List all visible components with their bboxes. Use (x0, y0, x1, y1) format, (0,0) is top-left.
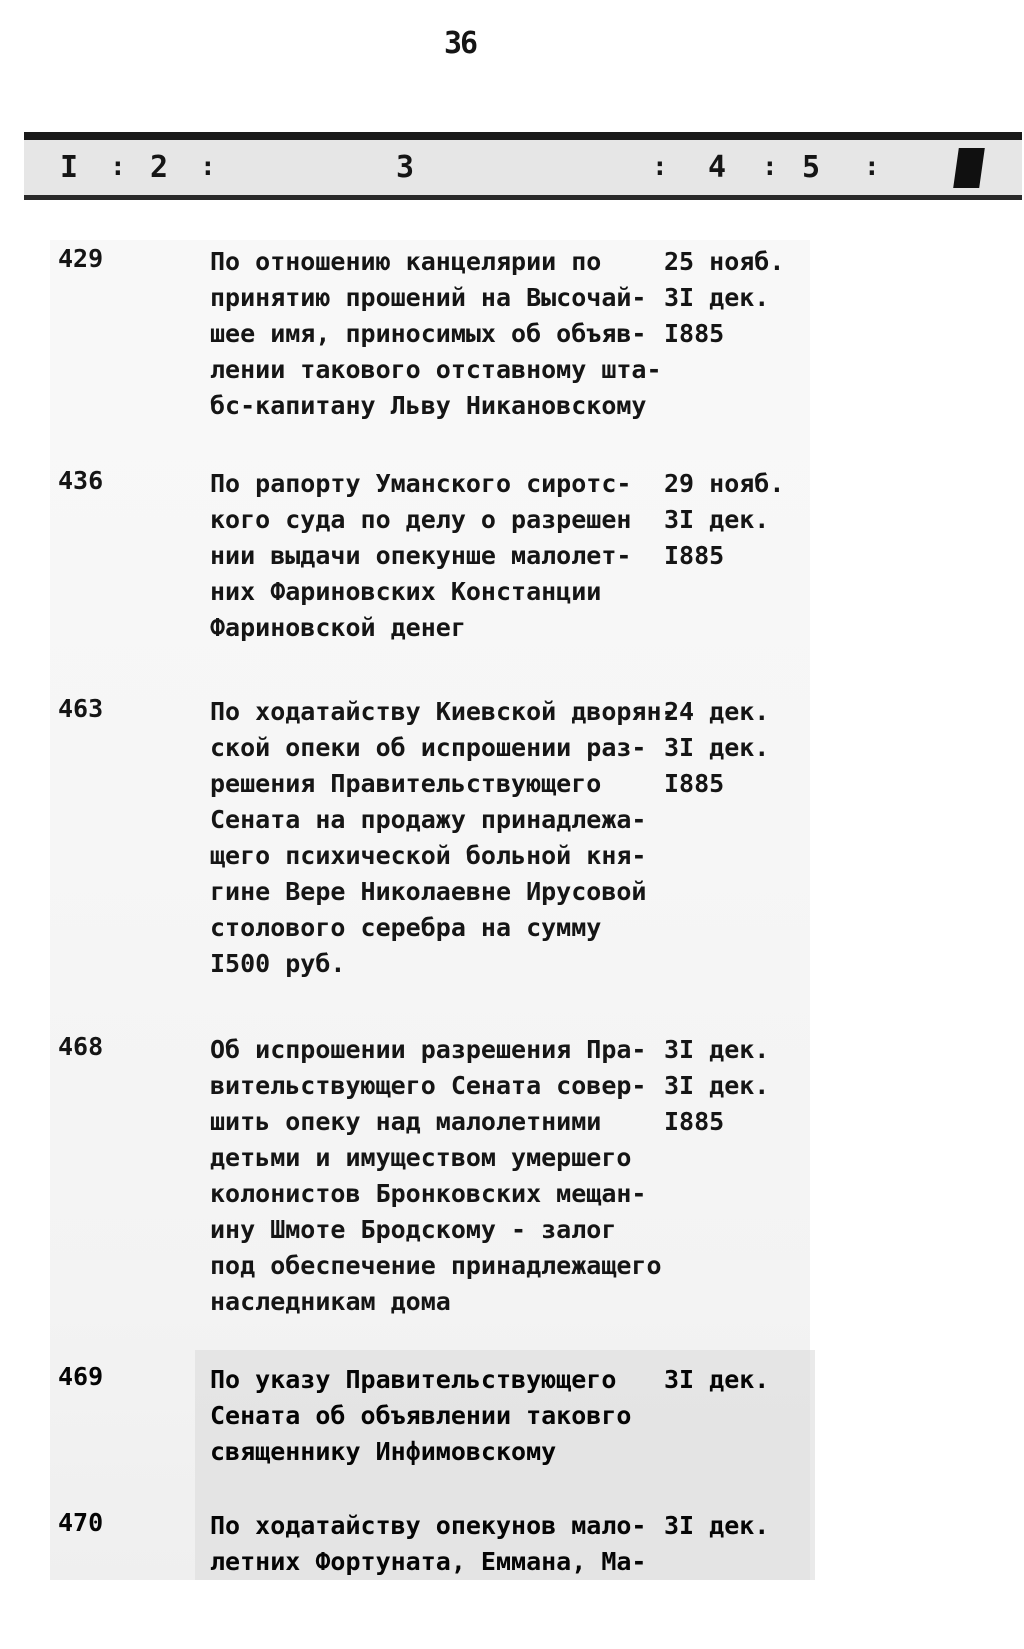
column-header-2: 2 (150, 150, 169, 185)
date-end: 3I дек. (664, 733, 770, 762)
column-separator: : (762, 152, 778, 182)
date-year: I885 (664, 769, 725, 798)
entry-description (210, 1508, 690, 1580)
description-line: них Фариновских Констанции (210, 577, 602, 606)
column-header-4: 4 (708, 150, 727, 185)
entry-number: 436 (58, 466, 104, 495)
description-line: лении такового отставному шта- (210, 355, 662, 384)
page-number: 36 (443, 26, 477, 61)
entry-description (210, 466, 690, 646)
date-end: 3I дек. (664, 1071, 770, 1100)
date-end: 3I дек. (664, 505, 770, 534)
entry-dates (664, 466, 814, 574)
date-start: 3I дек. (664, 1035, 770, 1064)
column-header-3: 3 (396, 150, 415, 185)
description-line: По отношению канцелярии по (210, 247, 602, 276)
description-line: принятию прошений на Высочай- (210, 283, 647, 312)
description-line: священнику Инфимовскому (210, 1437, 557, 1466)
description-line: кого суда по делу о разрешен (210, 505, 632, 534)
description-line: Фариновской денег (210, 613, 466, 642)
entry-number: 468 (58, 1032, 104, 1061)
column-header-band (24, 132, 1022, 200)
date-year: I885 (664, 1107, 725, 1136)
entry-dates (664, 1032, 814, 1140)
entry-number: 429 (58, 244, 104, 273)
description-line: Об испрошении разрешения Пра- (210, 1035, 647, 1064)
column-separator: : (864, 152, 880, 182)
column-separator: : (652, 152, 668, 182)
description-line: шее имя, приносимых об объяв- (210, 319, 647, 348)
entry-number: 469 (58, 1362, 104, 1391)
date-end: 3I дек. (664, 1365, 770, 1394)
description-line: По ходатайству опекунов мало- (210, 1511, 647, 1540)
description-line: Сената об объявлении таковго (210, 1401, 632, 1430)
column-separator: : (110, 152, 126, 182)
description-line: бс-капитану Льву Никановскому (210, 391, 647, 420)
entry-dates (664, 244, 814, 352)
description-line: нии выдачи опекунше малолет- (210, 541, 632, 570)
description-line: вительствующего Сената совер- (210, 1071, 647, 1100)
description-line: столового серебра на сумму (210, 913, 602, 942)
description-line: I500 руб. (210, 949, 346, 978)
description-line: ину Шмоте Бродскому - залог (210, 1215, 617, 1244)
entry-description (210, 694, 690, 982)
entry-dates (664, 1362, 814, 1398)
description-line: По ходатайству Киевской дворян- (210, 697, 677, 726)
description-line: шить опеку над малолетними (210, 1107, 602, 1136)
entry-number: 470 (58, 1508, 104, 1537)
column-header-1: I (60, 150, 79, 185)
description-line: наследникам дома (210, 1287, 451, 1316)
date-start: 24 дек. (664, 697, 770, 726)
description-line: решения Правительствующего (210, 769, 602, 798)
description-line: ской опеки об испрошении раз- (210, 733, 647, 762)
date-year: I885 (664, 319, 725, 348)
entry-description (210, 1032, 690, 1320)
description-line: гине Вере Николаевне Ирусовой (210, 877, 647, 906)
entry-dates (664, 1508, 814, 1544)
description-line: По указу Правительствующего (210, 1365, 617, 1394)
date-start: 25 нояб. (664, 247, 785, 276)
description-line: летних Фортуната, Еммана, Ма- (210, 1547, 647, 1576)
description-line: детьми и имуществом умершего (210, 1143, 632, 1172)
column-header-5: 5 (802, 150, 821, 185)
entry-description (210, 1362, 690, 1470)
date-start: 29 нояб. (664, 469, 785, 498)
header-end-mark (953, 148, 985, 188)
date-end: 3I дек. (664, 283, 770, 312)
description-line: колонистов Бронковских мещан- (210, 1179, 647, 1208)
description-line: По рапорту Уманского сиротс- (210, 469, 632, 498)
description-line: под обеспечение принадлежащего (210, 1251, 662, 1280)
entry-description (210, 244, 690, 424)
date-end: 3I дек. (664, 1511, 770, 1540)
description-line: щего психической больной кня- (210, 841, 647, 870)
column-separator: : (200, 152, 216, 182)
description-line: Сената на продажу принадлежа- (210, 805, 647, 834)
date-year: I885 (664, 541, 725, 570)
entry-number: 463 (58, 694, 104, 723)
entry-dates (664, 694, 814, 802)
